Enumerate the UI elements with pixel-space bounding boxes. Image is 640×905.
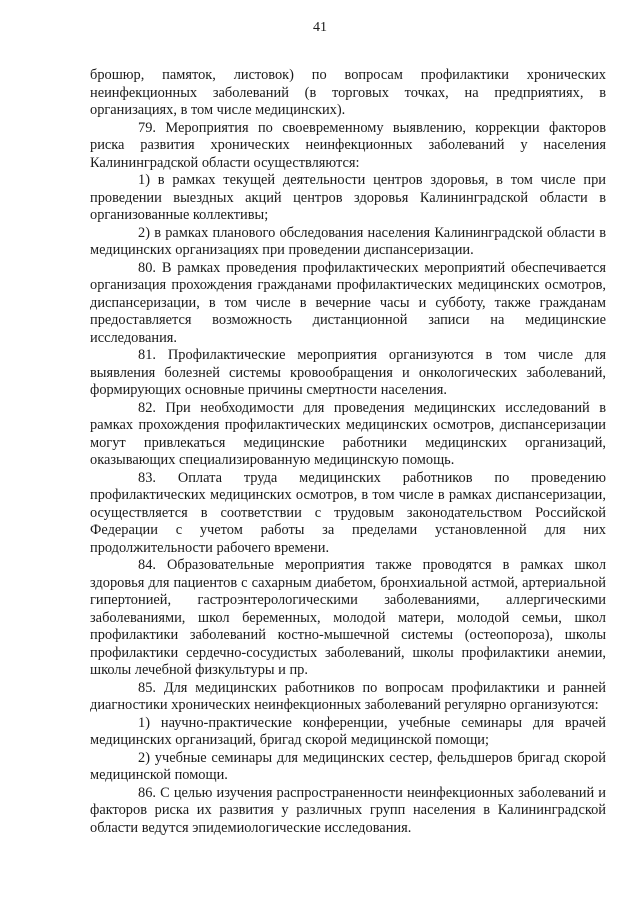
paragraph-85: 85. Для медицинских работников по вопросам профилактики и ранней диагностики хронических неинфекционных заболеваний регулярно организуются: xyxy=(90,679,606,713)
page-number: 41 xyxy=(313,20,327,35)
paragraph-82: 82. При необходимости для проведения медицинских исследований в рамках прохождения профилактических медицинских осмотров, диспансеризации могут привлекаться медицинские работники медицинских организаций, оказывающих специализированную медицинскую помощь. xyxy=(90,399,606,468)
paragraph-85-item-1: 1) научно-практические конференции, учебные семинары для врачей медицинских организаций, бригад скорой медицинской помощи; xyxy=(90,714,606,748)
paragraph-continuation: брошюр, памяток, листовок) по вопросам профилактики хронических неинфекционных заболеваний (в торговых точках, на предприятиях, в организациях, в том числе медицинских). xyxy=(90,67,606,118)
paragraph-81: 81. Профилактические мероприятия организуются в том числе для выявления болезней системы кровообращения и онкологических заболеваний, формирующих основные причины смертности населения. xyxy=(90,347,606,398)
paragraph-79-item-2: 2) в рамках планового обследования населения Калининградской области в медицинских организациях при проведении диспансеризации. xyxy=(90,224,606,258)
paragraph-84: 84. Образовательные мероприятия также проводятся в рамках школ здоровья для пациентов с сахарным диабетом, бронхиальной астмой, артериальной гипертонией, гастроэнтерологическими заболеваниями, аллергическими заболеваниями, школ беременных, молодой матери, молодой семьи, школ профилактики заболеваний костно-мышечной системы (остеопороза), школы профилактики сердечно-сосудистых заболеваний, школы профилактики анемии, школы лечебной физкультуры и пр. xyxy=(90,557,606,678)
paragraph-86: 86. С целью изучения распространенности неинфекционных заболеваний и факторов риска их развития у различных групп населения в Калининградской области ведутся эпидемиологические исследования. xyxy=(90,784,606,836)
paragraph-80: 80. В рамках проведения профилактических мероприятий обеспечивается организация прохождения гражданами профилактических медицинских осмотров, диспансеризации, в том числе в вечерние часы и субботу, также гражданам предоставляется возможность дистанционной записи на медицинские исследования. xyxy=(90,259,606,346)
paragraph-83: 83. Оплата труда медицинских работников по проведению профилактических медицинских осмотров, в том числе в рамках диспансеризации, осуществляется в соответствии с трудовым законодательством Российской Федерации с учетом работы за пределами установленной для них продолжительности рабочего времени. xyxy=(90,469,606,556)
paragraph-79-item-1: 1) в рамках текущей деятельности центров здоровья, в том числе при проведении выездных акций центров здоровья Калининградской области в организованные коллективы; xyxy=(90,172,606,223)
document-body xyxy=(90,67,606,837)
paragraph-79: 79. Мероприятия по своевременному выявлению, коррекции факторов риска развития хронических неинфекционных заболеваний у населения Калининградской области осуществляются: xyxy=(90,119,606,171)
paragraph-85-item-2: 2) учебные семинары для медицинских сестер, фельдшеров бригад скорой медицинской помощи. xyxy=(90,749,606,783)
